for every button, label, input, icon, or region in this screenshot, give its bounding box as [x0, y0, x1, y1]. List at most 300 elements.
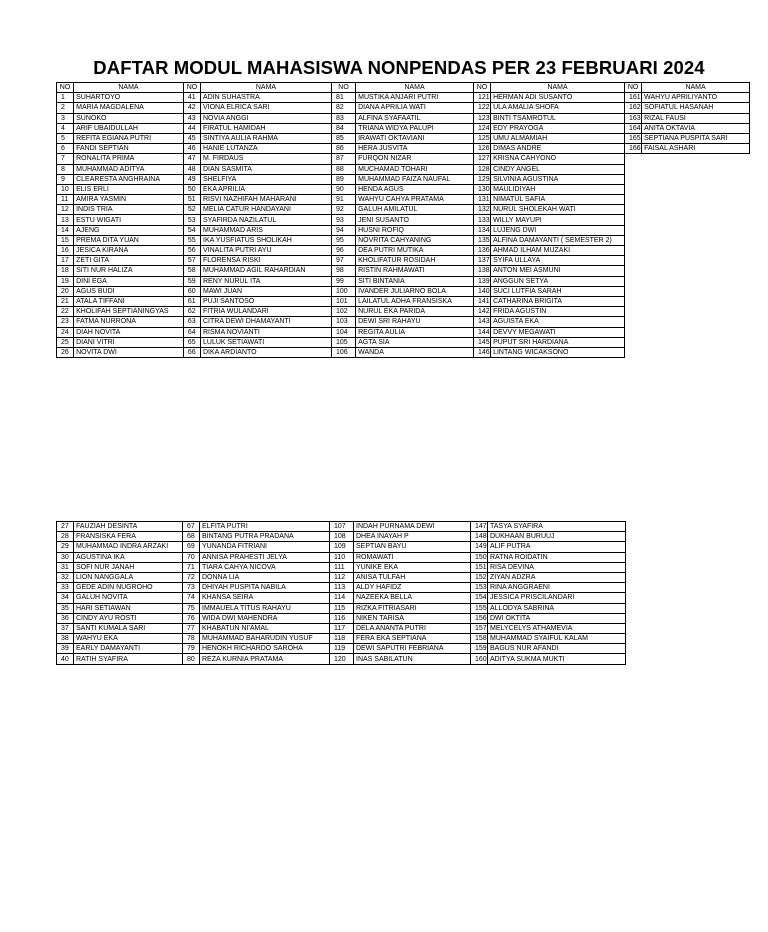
student-name: SUNOKO [74, 113, 184, 123]
student-number: 80 [183, 654, 200, 664]
student-name: DONNA LIA [200, 572, 330, 582]
empty-cell [625, 215, 750, 225]
student-name: DHEA INAYAH P [354, 532, 471, 542]
student-table-bottom [56, 521, 626, 665]
table-row [57, 583, 626, 593]
header-no: NO [57, 83, 74, 93]
student-number: 123 [473, 113, 490, 123]
student-name: ESTU WIGATI [74, 215, 184, 225]
student-name: SILVINIA AGUSTINA [491, 174, 625, 184]
student-number: 5 [57, 133, 74, 143]
student-number: 47 [183, 154, 200, 164]
student-name: HERA JUSVITA [356, 144, 474, 154]
student-number: 129 [473, 174, 490, 184]
student-name: DIKA ARDIANTO [201, 347, 332, 357]
student-name: NIMATUL SAFIA [491, 195, 625, 205]
student-name: ALLODYA SABRINA [488, 603, 626, 613]
student-name: SHELFIYA [201, 174, 332, 184]
empty-cell [625, 266, 750, 276]
student-name: DEWI SAPUTRI FEBRIANA [354, 644, 471, 654]
student-number: 49 [183, 174, 200, 184]
empty-cell [625, 256, 750, 266]
student-name: AGUSTINA IKA [74, 552, 183, 562]
student-name: MUHAMMAD INDRA ARZAKI [74, 542, 183, 552]
student-number: 163 [625, 113, 642, 123]
student-name: MUHAMMAD AGIL RAHARDIAN [201, 266, 332, 276]
student-number: 156 [471, 613, 488, 623]
student-number: 56 [183, 246, 200, 256]
student-number: 135 [473, 235, 490, 245]
student-name: NOVITA DWI [74, 347, 184, 357]
student-number: 101 [331, 296, 355, 306]
student-name: DIANA APRILIA WATI [356, 103, 474, 113]
student-number: 106 [331, 347, 355, 357]
student-name: ANITA OKTAVIA [642, 123, 750, 133]
student-number: 78 [183, 634, 200, 644]
student-name: VINALITA PUTRI AYU [201, 246, 332, 256]
student-name: EDY PRAYOGA [491, 123, 625, 133]
student-name: HARI SETIAWAN [74, 603, 183, 613]
header-nama: NAMA [201, 83, 332, 93]
student-number: 155 [471, 603, 488, 613]
student-number: 70 [183, 552, 200, 562]
student-name: BINTANG PUTRA PRADANA [200, 532, 330, 542]
student-number: 73 [183, 583, 200, 593]
student-number: 138 [473, 266, 490, 276]
table-row [57, 317, 750, 327]
student-number: 7 [57, 154, 74, 164]
student-name: MUHAMMAD SYAIFUL KALAM [488, 634, 626, 644]
student-name: WAHYU APRILIYANTO [642, 93, 750, 103]
student-number: 50 [183, 184, 200, 194]
student-number: 165 [625, 133, 642, 143]
student-name: ATALA TIFFANI [74, 296, 184, 306]
student-name: SUCI LUTFIA SARAH [491, 286, 625, 296]
student-name: MUHAMMAD ARIS [201, 225, 332, 235]
student-number: 44 [183, 123, 200, 133]
student-name: FITRIA WULANDARI [201, 307, 332, 317]
student-number: 158 [471, 634, 488, 644]
student-name: LAILATUL ADHA FRANSISKA [356, 296, 474, 306]
table-row [57, 654, 626, 664]
student-name: MUHAMMAD ADITYA [74, 164, 184, 174]
student-name: MUHAMMAD FAIZA NAUFAL [356, 174, 474, 184]
student-name: SUHARTOYO [74, 93, 184, 103]
student-name: NURUL EKA PARIDA [356, 307, 474, 317]
student-name: JESSICA PRISCILANDARI [488, 593, 626, 603]
student-number: 109 [330, 542, 354, 552]
student-name: TRIANA WIDYA PALUPI [356, 123, 474, 133]
student-number: 124 [473, 123, 490, 133]
student-number: 98 [331, 266, 355, 276]
table-row [57, 154, 750, 164]
student-number: 116 [330, 613, 354, 623]
table-row [57, 562, 626, 572]
student-name: RINA ANGGRAENI [488, 583, 626, 593]
student-name: REZA KURNIA PRATAMA [200, 654, 330, 664]
student-number: 136 [473, 246, 490, 256]
student-number: 61 [183, 296, 200, 306]
empty-cell [625, 174, 750, 184]
student-name: ANTON MEI ASMUNI [491, 266, 625, 276]
student-number: 23 [57, 317, 74, 327]
student-name: FURQON NIZAR [356, 154, 474, 164]
student-name: AMIRA YASMIN [74, 195, 184, 205]
student-number: 152 [471, 572, 488, 582]
student-number: 55 [183, 235, 200, 245]
student-number: 131 [473, 195, 490, 205]
student-name: HERMAN ADI SUSANTO [491, 93, 625, 103]
student-number: 87 [331, 154, 355, 164]
table-row [57, 552, 626, 562]
student-name: ELIS ERLI [74, 184, 184, 194]
student-name: DELA ANANTA PUTRI [354, 623, 471, 633]
empty-cell [625, 225, 750, 235]
student-number: 33 [57, 583, 74, 593]
student-name: NAZEEKA BELLA [354, 593, 471, 603]
student-name: PUPUT SRI HARDIANA [491, 337, 625, 347]
student-number: 29 [57, 542, 74, 552]
student-number: 151 [471, 562, 488, 572]
student-name: GALUH NOVITA [74, 593, 183, 603]
student-number: 125 [473, 133, 490, 143]
student-table-top [56, 82, 750, 358]
student-number: 88 [331, 164, 355, 174]
student-name: ELFITA PUTRI [200, 522, 330, 532]
table-row [57, 93, 750, 103]
student-name: YUNANDA FITRIANI [200, 542, 330, 552]
student-number: 114 [330, 593, 354, 603]
student-number: 112 [330, 572, 354, 582]
student-name: KHOLIFAH SEPTIANINGYAS [74, 307, 184, 317]
empty-cell [625, 276, 750, 286]
student-number: 119 [330, 644, 354, 654]
student-name: IKA YUSFIATUS SHOLIKAH [201, 235, 332, 245]
table-row [57, 572, 626, 582]
student-number: 37 [57, 623, 74, 633]
student-name: NOVIA ANGGI [201, 113, 332, 123]
student-name: FAUZIAH DESINTA [74, 522, 183, 532]
student-number: 132 [473, 205, 490, 215]
student-name: ROMAWATI [354, 552, 471, 562]
student-number: 118 [330, 634, 354, 644]
student-name: SEPTIAN BAYU [354, 542, 471, 552]
student-number: 111 [330, 562, 354, 572]
student-name: MARIA MAGDALENA [74, 103, 184, 113]
empty-cell [625, 184, 750, 194]
student-number: 41 [183, 93, 200, 103]
student-name: DINI EGA [74, 276, 184, 286]
student-name: WANDA [356, 347, 474, 357]
student-number: 72 [183, 572, 200, 582]
student-number: 157 [471, 623, 488, 633]
student-number: 147 [471, 522, 488, 532]
student-name: ULA AMALIA SHOFA [491, 103, 625, 113]
student-number: 4 [57, 123, 74, 133]
student-name: IVANDER JULIARNO BOLA [356, 286, 474, 296]
student-name: REGITA AULIA [356, 327, 474, 337]
student-name: RENY NURUL ITA [201, 276, 332, 286]
table-row [57, 296, 750, 306]
student-name: INDIS TRIA [74, 205, 184, 215]
student-number: 30 [57, 552, 74, 562]
student-number: 24 [57, 327, 74, 337]
table-row [57, 246, 750, 256]
student-number: 82 [331, 103, 355, 113]
student-name: RIZAL FAUSI [642, 113, 750, 123]
table-row [57, 215, 750, 225]
student-name: IRAWATI OKTAVIANI [356, 133, 474, 143]
student-number: 121 [473, 93, 490, 103]
student-number: 52 [183, 205, 200, 215]
student-number: 117 [330, 623, 354, 633]
student-number: 108 [330, 532, 354, 542]
student-number: 14 [57, 225, 74, 235]
student-number: 74 [183, 593, 200, 603]
student-name: TASYA SYAFIRA [488, 522, 626, 532]
student-number: 51 [183, 195, 200, 205]
header-no: NO [473, 83, 490, 93]
student-name: DEVVY MEGAWATI [491, 327, 625, 337]
table-row [57, 266, 750, 276]
student-number: 137 [473, 256, 490, 266]
student-number: 35 [57, 603, 74, 613]
student-number: 120 [330, 654, 354, 664]
student-number: 53 [183, 215, 200, 225]
student-number: 66 [183, 347, 200, 357]
table-row [57, 276, 750, 286]
student-name: FLORENSA RISKI [201, 256, 332, 266]
student-number: 75 [183, 603, 200, 613]
student-number: 28 [57, 532, 74, 542]
page-title: DAFTAR MODUL MAHASISWA NONPENDAS PER 23 FEBRUARI 2024 [93, 57, 705, 78]
student-number: 160 [471, 654, 488, 664]
student-name: ANNISA PRAHESTI JELYA [200, 552, 330, 562]
student-number: 67 [183, 522, 200, 532]
student-number: 15 [57, 235, 74, 245]
table-row [57, 307, 750, 317]
table-row [57, 634, 626, 644]
student-name: JENI SUSANTO [356, 215, 474, 225]
student-number: 11 [57, 195, 74, 205]
student-number: 154 [471, 593, 488, 603]
student-name: FAISAL ASHARI [642, 144, 750, 154]
table-row [57, 164, 750, 174]
student-name: DIMAS ANDRE [491, 144, 625, 154]
student-number: 159 [471, 644, 488, 654]
table-row [57, 286, 750, 296]
student-name: FIRATUL HAMIDAH [201, 123, 332, 133]
table-row [57, 613, 626, 623]
student-name: UMU ALMAMIAH [491, 133, 625, 143]
student-number: 43 [183, 113, 200, 123]
student-number: 85 [331, 133, 355, 143]
student-name: CATHARINA BRIGITA [491, 296, 625, 306]
header-nama: NAMA [74, 83, 184, 93]
table-row [57, 603, 626, 613]
student-number: 130 [473, 184, 490, 194]
student-name: MELIA CATUR HANDAYANI [201, 205, 332, 215]
student-name: VIONA ELRICA SARI [201, 103, 332, 113]
student-name: ALIF PUTRA [488, 542, 626, 552]
table-row [57, 123, 750, 133]
student-name: ZETI GITA [74, 256, 184, 266]
header-nama: NAMA [356, 83, 474, 93]
student-number: 62 [183, 307, 200, 317]
student-name: AGUS BUDI [74, 286, 184, 296]
student-name: RIZKA FITRIASARI [354, 603, 471, 613]
student-name: DIAN SASMITA [201, 164, 332, 174]
empty-cell [625, 154, 750, 164]
student-name: MAULIDIYAH [491, 184, 625, 194]
student-name: HUSNI ROFIQ [356, 225, 474, 235]
student-number: 161 [625, 93, 642, 103]
student-name: SITI BINTANIA [356, 276, 474, 286]
student-name: RISA DEVINA [488, 562, 626, 572]
table-row [57, 623, 626, 633]
table-row [57, 235, 750, 245]
student-number: 90 [331, 184, 355, 194]
student-name: ZIYAN ADZRA [488, 572, 626, 582]
student-number: 1 [57, 93, 74, 103]
student-name: CINDY AYU ROSTI [74, 613, 183, 623]
student-number: 27 [57, 522, 74, 532]
student-number: 103 [331, 317, 355, 327]
student-name: ANISA TULFAH [354, 572, 471, 582]
student-name: WAHYU CAHYA PRATAMA [356, 195, 474, 205]
student-number: 38 [57, 634, 74, 644]
student-name: DEA PUTRI MUTIKA [356, 246, 474, 256]
student-name: NOVRITA CAHYANING [356, 235, 474, 245]
student-number: 17 [57, 256, 74, 266]
student-number: 6 [57, 144, 74, 154]
student-number: 16 [57, 246, 74, 256]
student-name: NURUL SHOLEKAH WATI [491, 205, 625, 215]
student-name: FRANSISKA FERA [74, 532, 183, 542]
student-name: DHIYAH PUSPITA NABILA [200, 583, 330, 593]
student-number: 8 [57, 164, 74, 174]
student-number: 40 [57, 654, 74, 664]
student-name: SYIFA ULLAYA [491, 256, 625, 266]
student-name: RATNA ROIDATIN [488, 552, 626, 562]
table-row [57, 347, 750, 357]
student-name: LION NANGGALA [74, 572, 183, 582]
student-name: FATMA NURRONA [74, 317, 184, 327]
student-name: MUSTIKA ANJARI PUTRI [356, 93, 474, 103]
student-number: 19 [57, 276, 74, 286]
student-number: 59 [183, 276, 200, 286]
student-number: 60 [183, 286, 200, 296]
student-name: MAWI JUAN [201, 286, 332, 296]
student-number: 107 [330, 522, 354, 532]
student-number: 39 [57, 644, 74, 654]
student-number: 162 [625, 103, 642, 113]
table-row [57, 195, 750, 205]
student-name: SITI NUR HALIZA [74, 266, 184, 276]
student-name: TIARA CAHYA NICOVA [200, 562, 330, 572]
table-row [57, 644, 626, 654]
student-number: 65 [183, 337, 200, 347]
student-number: 48 [183, 164, 200, 174]
student-number: 54 [183, 225, 200, 235]
student-name: MUHAMMAD BAHARUDIN YUSUF [200, 634, 330, 644]
student-number: 58 [183, 266, 200, 276]
student-name: ALDY HAFIDZ [354, 583, 471, 593]
student-number: 127 [473, 154, 490, 164]
header-no: NO [625, 83, 642, 93]
student-number: 148 [471, 532, 488, 542]
student-number: 32 [57, 572, 74, 582]
student-number: 134 [473, 225, 490, 235]
student-name: MELYCELYS ATHAMEVIA [488, 623, 626, 633]
table-row [57, 522, 626, 532]
student-name: ADITYA SUKMA MUKTI [488, 654, 626, 664]
student-name: AGUISTA EKA [491, 317, 625, 327]
header-row [57, 83, 750, 93]
student-number: 3 [57, 113, 74, 123]
empty-cell [625, 317, 750, 327]
student-number: 144 [473, 327, 490, 337]
student-number: 71 [183, 562, 200, 572]
student-number: 164 [625, 123, 642, 133]
student-name: RISTIN RAHMAWATI [356, 266, 474, 276]
empty-cell [625, 235, 750, 245]
student-name: KHANSA SEIRA [200, 593, 330, 603]
student-name: AGTA SIA [356, 337, 474, 347]
student-name: RISVI NAZHIFAH MAHARANI [201, 195, 332, 205]
student-number: 93 [331, 215, 355, 225]
student-number: 77 [183, 623, 200, 633]
student-number: 149 [471, 542, 488, 552]
student-name: WILLY MAYUPI [491, 215, 625, 225]
student-name: EKA APRILIA [201, 184, 332, 194]
student-name: GALUH AMILATUL [356, 205, 474, 215]
student-number: 95 [331, 235, 355, 245]
student-name: WIDA DWI MAHENDRA [200, 613, 330, 623]
table-row [57, 133, 750, 143]
table-row [57, 327, 750, 337]
student-number: 21 [57, 296, 74, 306]
student-name: HENDA AGUS [356, 184, 474, 194]
empty-cell [625, 296, 750, 306]
student-name: CINDY ANGEL [491, 164, 625, 174]
student-number: 100 [331, 286, 355, 296]
student-name: SEPTIANA PUSPITA SARI [642, 133, 750, 143]
header-nama: NAMA [491, 83, 625, 93]
student-number: 45 [183, 133, 200, 143]
student-number: 63 [183, 317, 200, 327]
student-name: EARLY DAMAYANTI [74, 644, 183, 654]
table-row [57, 337, 750, 347]
student-number: 115 [330, 603, 354, 613]
student-name: MUCHAMAD TOHARI [356, 164, 474, 174]
student-number: 99 [331, 276, 355, 286]
student-number: 57 [183, 256, 200, 266]
student-name: REFITA EGIANA PUTRI [74, 133, 184, 143]
student-number: 69 [183, 542, 200, 552]
student-name: ALFINA DAMAYANTI ( SEMESTER 2) [491, 235, 625, 245]
student-name: DUKHAAN BURUUJ [488, 532, 626, 542]
empty-cell [625, 307, 750, 317]
student-number: 145 [473, 337, 490, 347]
student-number: 126 [473, 144, 490, 154]
student-number: 122 [473, 103, 490, 113]
empty-cell [625, 164, 750, 174]
student-name: FERA EKA SEPTIANA [354, 634, 471, 644]
student-name: FANDI SEPTIAN [74, 144, 184, 154]
student-name: INAS SABILATUN [354, 654, 471, 664]
student-name: SINTIYA AULIA RAHMA [201, 133, 332, 143]
